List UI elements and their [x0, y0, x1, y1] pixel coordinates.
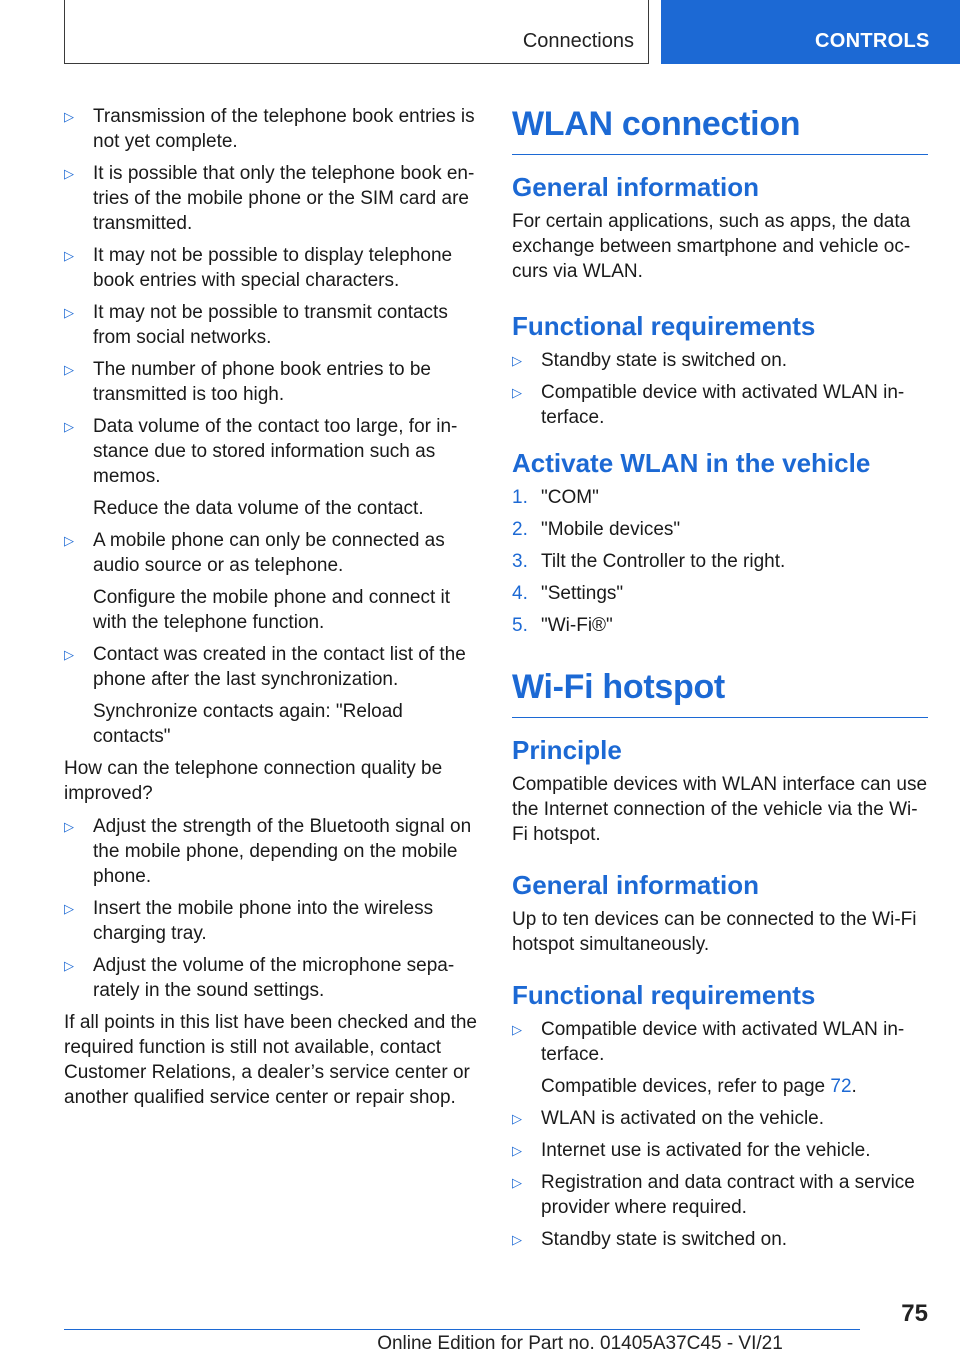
list-item: ▷ Data volume of the contact too large, for in‐stance due to stored information such as memos. Reduce the data volume of the contact.: [64, 414, 482, 521]
list-item: ▷ Contact was created in the contact list of the phone after the last synchronization. Synchronize contacts again: "Reload contacts": [64, 642, 482, 749]
step-number: 5.: [512, 615, 528, 636]
triangle-bullet-icon: ▷: [64, 958, 74, 973]
list-item: ▷ It may not be possible to display telephone book entries with special characters.: [64, 245, 453, 291]
functional-requirements-list-2: [512, 1017, 928, 1252]
header-chapter-title: CONTROLS: [815, 30, 930, 52]
triangle-bullet-icon: ▷: [64, 362, 74, 377]
list-item: ▷ The number of phone book entries to be transmitted is too high.: [64, 359, 432, 405]
triangle-bullet-icon: ▷: [512, 1232, 522, 1247]
troubleshooting-list: [64, 104, 482, 749]
list-item: ▷ Insert the mobile phone into the wireless charging tray.: [64, 898, 434, 944]
triangle-bullet-icon: ▷: [512, 1143, 522, 1158]
header-chapter-tab: [661, 0, 960, 64]
page-number: 75: [901, 1300, 928, 1327]
activate-wlan-heading: Activate WLAN in the vehicle: [512, 448, 871, 478]
triangle-bullet-icon: ▷: [64, 901, 74, 916]
wifi-hotspot-heading: Wi-Fi hotspot: [512, 667, 928, 718]
header-section-title: Connections: [522, 30, 634, 52]
triangle-bullet-icon: ▷: [64, 166, 74, 181]
step-item: 5. "Wi-Fi®": [512, 615, 613, 636]
step-item: 2. "Mobile devices": [512, 519, 681, 540]
step-number: 1.: [512, 487, 528, 508]
list-item: ▷ Compatible device with activated WLAN in‐terface. Compatible devices, refer to page 72.: [512, 1017, 928, 1099]
general-information-heading-2: General information: [512, 870, 760, 900]
list-item-note: Compatible devices, refer to page 72.: [541, 1076, 857, 1097]
triangle-bullet-icon: ▷: [64, 647, 74, 662]
edition-footer: Online Edition for Part no. 01405A37C45 - VI/21: [377, 1333, 783, 1354]
list-item: ▷ Internet use is activated for the vehicle.: [512, 1140, 871, 1161]
list-item: ▷ It is possible that only the telephone book en‐tries of the mobile phone or the SIM card are transmitted.: [64, 163, 475, 234]
header-section-box: [64, 0, 649, 64]
list-item: ▷ WLAN is activated on the vehicle.: [512, 1108, 825, 1129]
page-reference-link[interactable]: 72: [830, 1076, 852, 1097]
principle-heading: Principle: [512, 735, 622, 765]
triangle-bullet-icon: ▷: [64, 533, 74, 548]
list-item: ▷ Adjust the strength of the Bluetooth signal on the mobile phone, depending on the mobile phone.: [64, 816, 472, 887]
activate-steps-list: [512, 485, 928, 638]
closing-paragraph: If all points in this list have been checked and the required function is still not available, contact Customer Relations, a dealer’s service center or another qualified service center or repair shop.: [64, 1012, 477, 1108]
triangle-bullet-icon: ▷: [512, 385, 522, 400]
triangle-bullet-icon: ▷: [512, 1022, 522, 1037]
triangle-bullet-icon: ▷: [64, 819, 74, 834]
triangle-bullet-icon: ▷: [64, 305, 74, 320]
list-item-note: Configure the mobile phone and connect it with the telephone function.: [93, 587, 451, 633]
triangle-bullet-icon: ▷: [64, 248, 74, 263]
list-item-note: Synchronize contacts again: "Reload contacts": [93, 701, 403, 747]
list-item: ▷ A mobile phone can only be connected as audio source or as telephone. Configure the mobile phone and connect it with the telephone function.: [64, 528, 482, 635]
step-item: 4. "Settings": [512, 583, 624, 604]
functional-requirements-heading-2: Functional requirements: [512, 980, 816, 1010]
quality-question: How can the telephone connection quality be improved?: [64, 758, 443, 804]
step-item: 1. "COM": [512, 487, 599, 508]
step-number: 2.: [512, 519, 528, 540]
list-item: ▷ Compatible device with activated WLAN in‐terface.: [512, 382, 905, 428]
wlan-connection-heading: WLAN connection: [512, 104, 928, 155]
list-item: ▷ Standby state is switched on.: [512, 1229, 788, 1250]
triangle-bullet-icon: ▷: [512, 1175, 522, 1190]
triangle-bullet-icon: ▷: [512, 1111, 522, 1126]
list-item: ▷ Adjust the volume of the microphone sepa‐rately in the sound settings.: [64, 955, 455, 1001]
list-item: ▷ Transmission of the telephone book entries is not yet complete.: [64, 106, 475, 152]
footer-divider: [64, 1329, 860, 1330]
triangle-bullet-icon: ▷: [512, 353, 522, 368]
principle-text: Compatible devices with WLAN interface can use the Internet connection of the vehicle via the Wi-Fi hotspot.: [512, 774, 928, 845]
step-number: 4.: [512, 583, 528, 604]
general-information-text-2: Up to ten devices can be connected to the Wi-Fi hotspot simultaneously.: [512, 909, 917, 955]
triangle-bullet-icon: ▷: [64, 419, 74, 434]
triangle-bullet-icon: ▷: [64, 109, 74, 124]
step-number: 3.: [512, 551, 528, 572]
left-column: [64, 104, 482, 1118]
general-information-text: For certain applications, such as apps, the data exchange between smartphone and vehicle oc‐curs via WLAN.: [512, 211, 911, 282]
functional-requirements-list: [512, 348, 928, 430]
list-item: ▷ Standby state is switched on.: [512, 350, 788, 371]
list-item: ▷ Registration and data contract with a service provider where required.: [512, 1172, 915, 1218]
functional-requirements-heading: Functional requirements: [512, 311, 816, 341]
list-item-note: Reduce the data volume of the contact.: [93, 498, 424, 519]
quality-list: [64, 814, 482, 1003]
step-item: 3. Tilt the Controller to the right.: [512, 551, 786, 572]
list-item: ▷ It may not be possible to transmit contacts from social networks.: [64, 302, 448, 348]
general-information-heading: General information: [512, 172, 760, 202]
right-column: [512, 104, 928, 1259]
